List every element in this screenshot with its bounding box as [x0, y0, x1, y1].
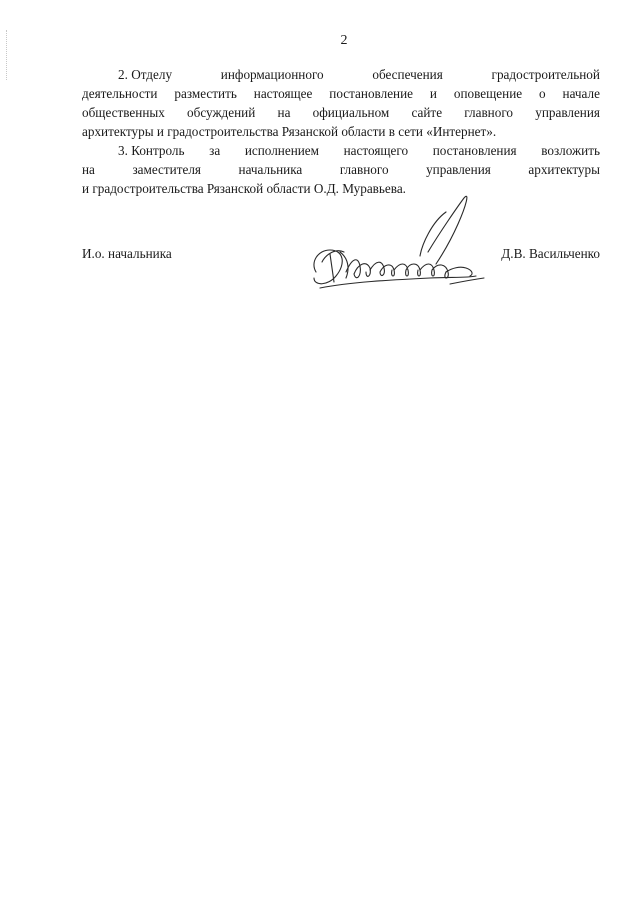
- word: обсуждений: [187, 105, 256, 120]
- word: заместителя: [132, 162, 201, 177]
- word: сайте: [411, 105, 443, 120]
- signatory-name: Д.В. Васильченко: [501, 246, 600, 261]
- word: на: [82, 162, 95, 177]
- word: начальника: [238, 162, 303, 177]
- page-number: 2: [340, 33, 348, 48]
- word: на: [277, 105, 291, 120]
- paragraph-3-line-2: [82, 162, 600, 178]
- word: деятельности: [82, 86, 158, 101]
- word: общественных: [82, 105, 165, 120]
- word: настоящего: [343, 143, 409, 158]
- word: постановления: [432, 143, 517, 158]
- paragraph-3-line-1: [118, 143, 600, 159]
- word: управления: [535, 105, 600, 120]
- word: начале: [562, 86, 600, 101]
- word: официальном: [312, 105, 390, 120]
- word: исполнением: [244, 143, 320, 158]
- word: главного: [339, 162, 389, 177]
- word: градостроительной: [491, 67, 600, 82]
- paragraph-2-line-1: [118, 67, 600, 83]
- paragraph-3-line-3: и градостроительства Рязанской области О.Д. Муравьева.: [82, 181, 406, 196]
- word: возложить: [541, 143, 600, 158]
- word: разместить: [174, 86, 237, 101]
- word: информационного: [220, 67, 324, 82]
- paragraph-2-line-2: [82, 86, 600, 102]
- word: о: [539, 86, 546, 101]
- word: архитектуры: [528, 162, 600, 177]
- paragraph-2-line-4: архитектуры и градостроительства Рязанской области в сети «Интернет».: [82, 124, 497, 139]
- word: оповещение: [453, 86, 523, 101]
- signatory-title: И.о. начальника: [82, 246, 172, 261]
- word: настоящее: [253, 86, 313, 101]
- word: 2. Отделу: [118, 67, 173, 82]
- word: 3. Контроль: [118, 143, 185, 158]
- word: управления: [426, 162, 491, 177]
- word: и: [429, 86, 437, 101]
- handwritten-signature: [300, 192, 500, 302]
- word: постановление: [329, 86, 414, 101]
- word: главного: [464, 105, 513, 120]
- scan-edge-marks: [6, 30, 8, 80]
- word: обеспечения: [372, 67, 443, 82]
- word: за: [209, 143, 221, 158]
- paragraph-2-line-3: [82, 105, 600, 121]
